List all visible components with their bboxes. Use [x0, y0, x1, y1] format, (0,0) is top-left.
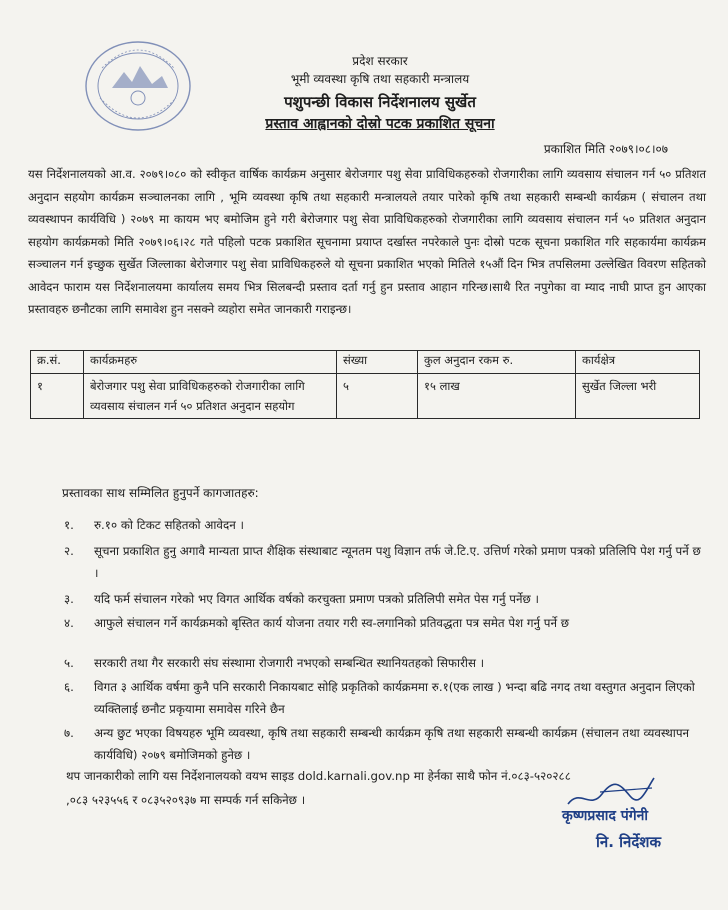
cell-program: बेरोजगार पशु सेवा प्राविधिकहरुको रोजगारीका लागि व्यवसाय संचालन गर्न ५० प्रतिशत अनुदान सहयोग: [84, 374, 337, 419]
list-item-number: ४.: [64, 616, 74, 630]
table-row: [31, 374, 700, 419]
notice-title: प्रस्ताव आह्वानको दोस्रो पटक प्रकाशित सूचना: [265, 116, 495, 132]
signatory-title: नि. निर्देशक: [596, 833, 662, 851]
header-ministry: भूमी व्यवस्था कृषि तथा सहकारी मन्त्रालय: [290, 72, 470, 86]
list-item-text: रु.१० को टिकट सहितको आवेदन ।: [94, 518, 244, 532]
list-item-text: विगत ३ आर्थिक वर्षमा कुनै पनि सरकारी निकायबाट सोहि प्रकृतिको कार्यक्रममा रु.१(एक लाख ) भन्दा बढि नगद तथा वस्तुगत अनुदान लिएको व्यक्तिलाई छनौट प्रकृयामा समावेस गरिने छैन: [94, 680, 695, 716]
list-item-text: यदि फर्म संचालन गरेको भए विगत आर्थिक वर्षको करचुक्ता प्रमाण पत्रको प्रतिलिपी समेत पेस गर्नु पर्नेछ ।: [94, 592, 540, 606]
notice-paragraph: यस निर्देशनालयको आ.व. २०७९।०८० को स्वीकृत वार्षिक कार्यक्रम अनुसार बेरोजगार पशु सेवा प्राविधिकहरुको रोजगारीका लागि व्यवसाय संचालन गर्न ५० प्रतिशत अनुदान सहयोग कार्यक्रम सञ्चालनका लागि , भूमि व्यवस्था कृषि तथा सहकारी मन्त्रालयले तयार पारेको कृषि तथा सहकारी सम्बन्धी कार्यक्रम ( संचालन तथा व्यवस्थापन कार्यविधि ) २०७९ मा कायम भए बमोजिम हुने गरी बेरोजगार पशु सेवा प्राविधिकहरुको रोजगारीका लागि व्यवसाय संचालन गर्न ५० प्रतिशत अनुदान सहयोग कार्यक्रमको मिति २०७९।०६।२८ गते पहिलो पटक प्रकाशित सूचनामा प्रयाप्त दर्खास्त नपरेकाले पुनः दोस्रो पटक सूचना प्रकाशित गरि सहकार्यमा कार्यक्रम सञ्चालन गर्न इच्छुक सुर्खेत जिल्लाका बेरोजगार पशु सेवा प्राविधिकहरुले यो सूचना प्रकाशित भएको मितिले १५औं दिन भित्र तपसिलमा उल्लेखित विवरण सहितको आवेदन फाराम यस निर्देशनालयमा कार्यालय समय भित्र सिलबन्दी प्रस्ताव दर्ता गर्नु हुन प्रस्ताव आहान गरिन्छ।साथै रित नपुगेका वा म्याद नाघी प्राप्त हुन आएका प्रस्तावहरु छनौटका लागि समावेश हुन नसक्ने व्यहोरा समेत जानकारी गराइन्छ।: [28, 167, 706, 316]
col-header-area: कार्यक्षेत्र: [576, 351, 700, 374]
list-item-text: सूचना प्रकाशित हुनु अगावै मान्यता प्राप्त शैक्षिक संस्थाबाट न्यूनतम पशु विज्ञान तर्फ जे.टि.ए. उत्तिर्ण गरेको प्रमाण पत्रको प्रतिलिपि पेश गर्नु पर्ने छ ।: [94, 544, 701, 580]
list-item-number: ६.: [64, 680, 74, 694]
col-header-amount: कुल अनुदान रकम रु.: [418, 351, 576, 374]
documents-label: प्रस्तावका साथ सम्मिलित हुनुपर्ने कागजातहरु:: [62, 486, 259, 500]
col-header-program: कार्यक्रमहरु: [84, 351, 337, 374]
list-item-number: ३.: [64, 592, 74, 606]
header-directorate: पशुपन्छी विकास निर्देशनालय सुर्खेत: [284, 93, 476, 111]
published-date: प्रकाशित मिति २०७९।०८।०७: [543, 142, 668, 156]
cell-amount: १५ लाख: [418, 374, 576, 419]
cell-area: सुर्खेत जिल्ला भरी: [576, 374, 700, 419]
table-header-row: [31, 351, 700, 374]
list-item-text: अन्य छुट भएका विषयहरु भूमि व्यवस्था, कृषि तथा सहकारी सम्बन्धी कार्यक्रम कृषि तथा सहकारी सम्बन्धी कार्यक्रम (संचालन तथा व्यवस्थापन कार्यविधि) २०७९ बमोजिमको हुनेछ ।: [94, 726, 690, 762]
header-province: प्रदेश सरकार: [352, 54, 408, 68]
signatory-name: कृष्णप्रसाद पंगेनी: [562, 808, 648, 824]
contact-line-1: थप जानकारीको लागि यस निर्देशनालयको वयभ साइड dold.karnali.gov.np मा हेर्नका साथै फोन नं.०८३-५२०२८८: [66, 769, 571, 783]
col-header-sn: क्र.सं.: [31, 351, 84, 374]
list-item-number: ७.: [64, 726, 74, 740]
list-item-number: २.: [64, 544, 74, 558]
list-item-number: १.: [64, 518, 74, 532]
program-table: [30, 350, 700, 419]
contact-line-2: ,०८३ ५२३५५६ र ०८३५२०९३७ मा सम्पर्क गर्न सकिनेछ ।: [66, 793, 306, 807]
cell-sn: १: [31, 374, 84, 419]
cell-count: ५: [337, 374, 418, 419]
list-item-number: ५.: [64, 656, 74, 670]
list-item-text: आफुले संचालन गर्ने कार्यक्रमको बृस्तित कार्य योजना तयार गरी स्व-लगानिको प्रतिवद्धता पत्र समेत पेश गर्नु पर्ने छ: [94, 616, 570, 630]
col-header-count: संख्या: [337, 351, 418, 374]
emblem-seal-icon: [82, 38, 194, 134]
list-item-text: सरकारी तथा गैर सरकारी संघ संस्थामा रोजगारी नभएको सम्बन्धित स्थानियतहको सिफारीस ।: [94, 656, 485, 670]
